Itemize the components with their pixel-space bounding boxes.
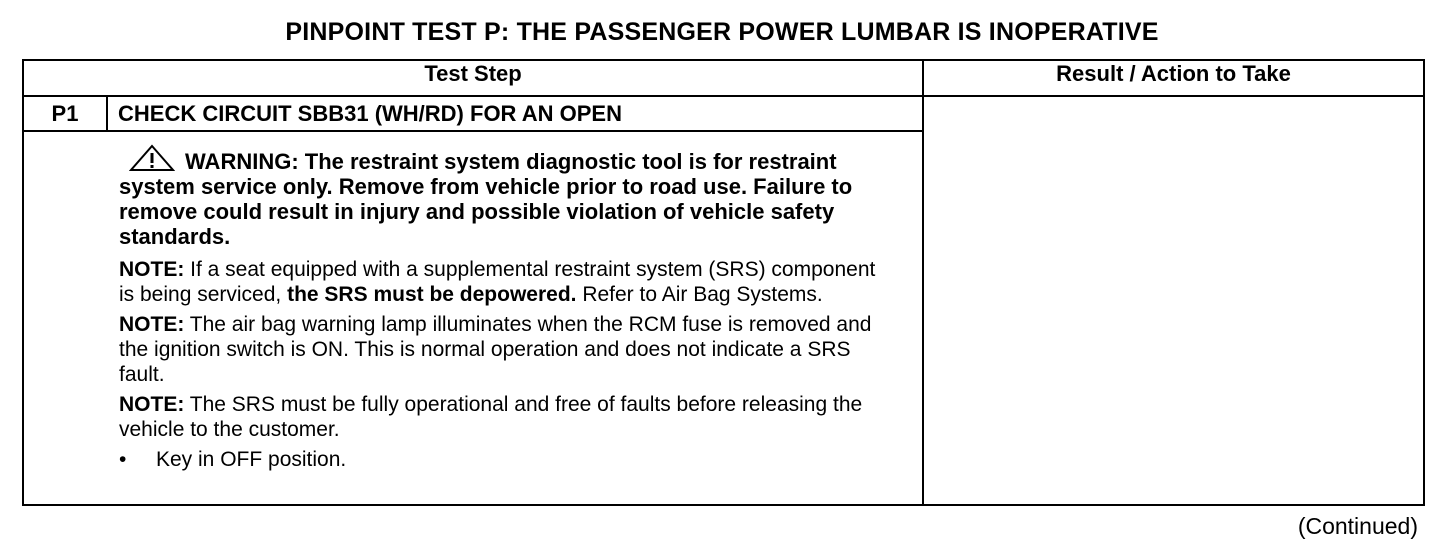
note-label: NOTE:: [119, 313, 185, 336]
table-row: [23, 96, 1424, 131]
warning-triangle-icon: [129, 144, 175, 172]
note-text: The air bag warning lamp illuminates when the RCM fuse is removed and the ignition switch is ON. This is normal operation and does not indicate a SRS fault.: [119, 313, 872, 386]
bullet-text: Key in OFF position.: [156, 448, 347, 471]
note-srs-operational: [119, 392, 892, 442]
note-emphasis: the SRS must be depowered.: [287, 283, 577, 306]
note-label: NOTE:: [119, 258, 185, 281]
continued-label: (Continued): [1297, 513, 1418, 539]
note-label: NOTE:: [119, 393, 185, 416]
header-test-step: Test Step: [23, 60, 923, 96]
warning-text: WARNING: The restraint system diagnostic tool is for restraint system service only. Remove from vehicle prior to road use. Failure to remove could result in injury and possible violation of vehicle safety standards.: [119, 149, 853, 249]
pinpoint-test-table: [22, 59, 1425, 506]
page-title: PINPOINT TEST P: THE PASSENGER POWER LUMBAR IS INOPERATIVE: [285, 18, 1159, 46]
result-cell: [923, 96, 1424, 505]
note-text: The SRS must be fully operational and free of faults before releasing the vehicle to the customer.: [119, 393, 863, 441]
warning-block: [119, 144, 892, 249]
step-id: P1: [23, 96, 107, 131]
list-item: [119, 447, 892, 472]
step-heading: CHECK CIRCUIT SBB31 (WH/RD) FOR AN OPEN: [107, 96, 923, 131]
note-srs-depower: [119, 257, 892, 307]
note-airbag-lamp: [119, 312, 892, 387]
table-header-row: [23, 60, 1424, 96]
header-result-action: Result / Action to Take: [923, 60, 1424, 96]
step-body: [23, 131, 923, 505]
note-text: Refer to Air Bag Systems.: [576, 283, 823, 306]
bullet-dot: •: [119, 448, 127, 471]
note-text: If a seat equipped with a supplemental restraint system (SRS) component is being serviced,: [119, 258, 876, 306]
